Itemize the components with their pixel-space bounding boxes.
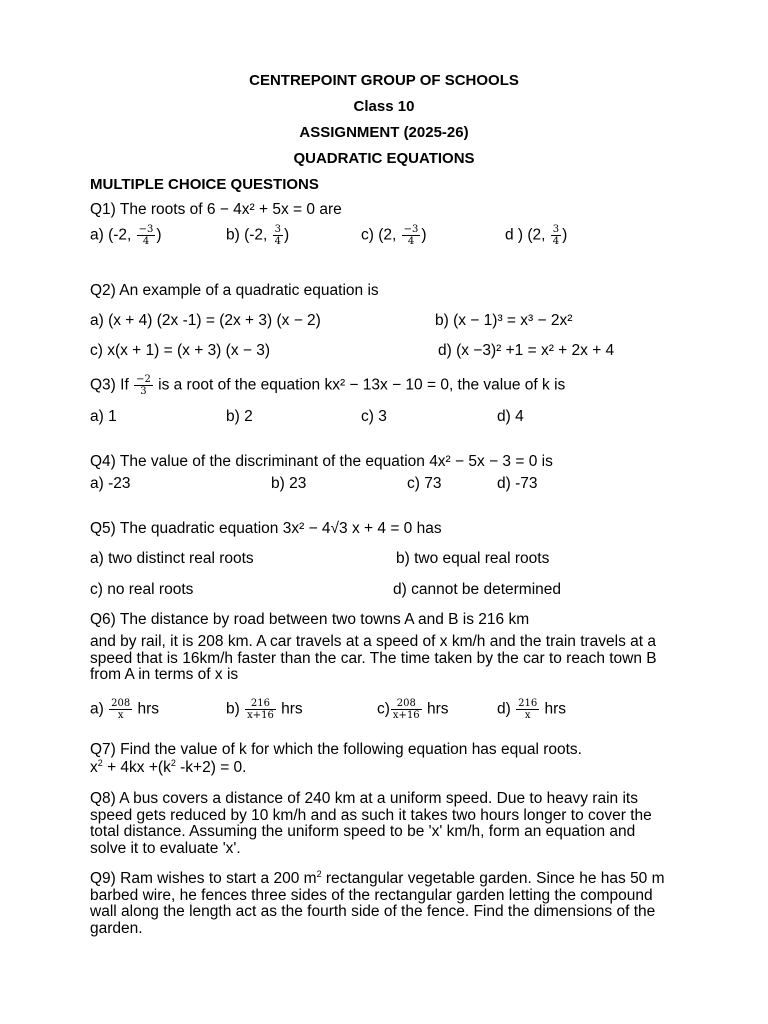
q6-text: Q6) The distance by road between two towns A and B is 216 km <box>90 611 530 628</box>
q2-option-c: c) x(x + 1) = (x + 3) (x − 3) <box>90 342 271 359</box>
q4-option-b: b) 23 <box>271 475 307 492</box>
q3-option-a: a) 1 <box>90 408 117 425</box>
q6-option-a: a) $\frac{208}{x}$ hrs <box>90 698 160 721</box>
q6-option-b: b) $\frac{216}{x+16}$ hrs <box>226 698 303 721</box>
q5-option-b: b) two equal real roots <box>396 550 550 567</box>
school-name: CENTREPOINT GROUP OF SCHOOLS <box>249 72 519 89</box>
q9-text: Q9) Ram wishes to start a 200 $m^2$ rectangular vegetable garden. Since he has 50 m barbed wire, he fences three sides of the rectangular garden letting the compound wall along the length act as the fourth side of the fence. Find the dimensions of the garden. <box>90 868 665 937</box>
q4-option-a: a) -23 <box>90 475 131 492</box>
q6-option-c: c) $\frac{208}{x+16}$ hrs <box>377 698 449 721</box>
fraction: $\frac{208}{x+16}$ <box>392 698 420 721</box>
q4-option-d: d) -73 <box>497 475 538 492</box>
q3-option-b: b) 2 <box>226 408 253 425</box>
q6-option-d: d) $\frac{216}{x}$ hrs <box>497 698 567 721</box>
q6-paragraph: and by rail, it is 208 km. A car travels at a speed of x km/h and the train travels at a speed that is 16km/h faster than the car. The time taken by the car to reach town B from A in terms of x is <box>90 633 657 683</box>
q3-text: Q3) If $\frac{-2}{3}$ is a root of the equation kx² − 13x − 10 = 0, the value of k is <box>90 374 566 397</box>
q1-option-a: a) (-2, $\frac{-3}{4}$ ) <box>90 224 162 247</box>
q2-option-a: a) (x + 4) (2x -1) = (2x + 3) (x − 2) <box>90 312 321 329</box>
q1-option-d: d ) (2, $\frac{3}{4}$ ) <box>505 224 568 247</box>
fraction: $\frac{-3}{4}$ <box>403 224 419 247</box>
topic-title: QUADRATIC EQUATIONS <box>293 150 475 167</box>
fraction: $\frac{-2}{3}$ <box>136 374 151 397</box>
q1-option-b: b) (-2, $\frac{3}{4}$ ) <box>226 224 290 247</box>
section-title: MULTIPLE CHOICE QUESTIONS <box>90 176 319 193</box>
q3-option-c: c) 3 <box>361 408 387 425</box>
q1-text: Q1) The roots of 6 − 4x² + 5x = 0 are <box>90 201 342 218</box>
fraction: $\frac{3}{4}$ <box>274 224 282 247</box>
q2-option-b: b) (x − 1)³ = x³ − 2x² <box>435 312 573 329</box>
q2-option-d: d) (x −3)² +1 = x² + 2x + 4 <box>438 342 615 359</box>
q4-option-c: c) 73 <box>407 475 442 492</box>
q5-text: Q5) The quadratic equation 3x² − 4√3 x + 4 = 0 has <box>90 520 442 537</box>
q7-text: Q7) Find the value of k for which the following equation has equal roots. <box>90 741 582 758</box>
q5-option-d: d) cannot be determined <box>393 581 562 598</box>
assignment-label: ASSIGNMENT (2025-26) <box>299 124 469 141</box>
fraction: $\frac{216}{x}$ <box>518 698 538 721</box>
class-label: Class 10 <box>353 98 415 115</box>
q5-option-c: c) no real roots <box>90 581 194 598</box>
q4-text: Q4) The value of the discriminant of the equation 4x² − 5x − 3 = 0 is <box>90 453 553 470</box>
q5-option-a: a) two distinct real roots <box>90 550 254 567</box>
fraction: $\frac{3}{4}$ <box>552 224 560 247</box>
fraction: $\frac{208}{x}$ <box>111 698 131 721</box>
q7-equation: $x^2 + 4kx +(k^2$ -k+2) = 0. <box>90 757 247 776</box>
q1-option-c: c) (2, $\frac{-3}{4}$ ) <box>361 224 427 247</box>
q2-text: Q2) An example of a quadratic equation is <box>90 282 379 299</box>
fraction: $\frac{216}{x+16}$ <box>247 698 274 721</box>
q8-text: Q8) A bus covers a distance of 240 km at a uniform speed. Due to heavy rain its speed gets reduced by 10 km/h and as such it takes two hours longer to cover the total distance. Assuming the uniform speed to be 'x' km/h, form an equation and solve it to evaluate 'x'. <box>90 790 652 857</box>
q3-option-d: d) 4 <box>497 408 524 425</box>
fraction: $\frac{-3}{4}$ <box>138 224 154 247</box>
